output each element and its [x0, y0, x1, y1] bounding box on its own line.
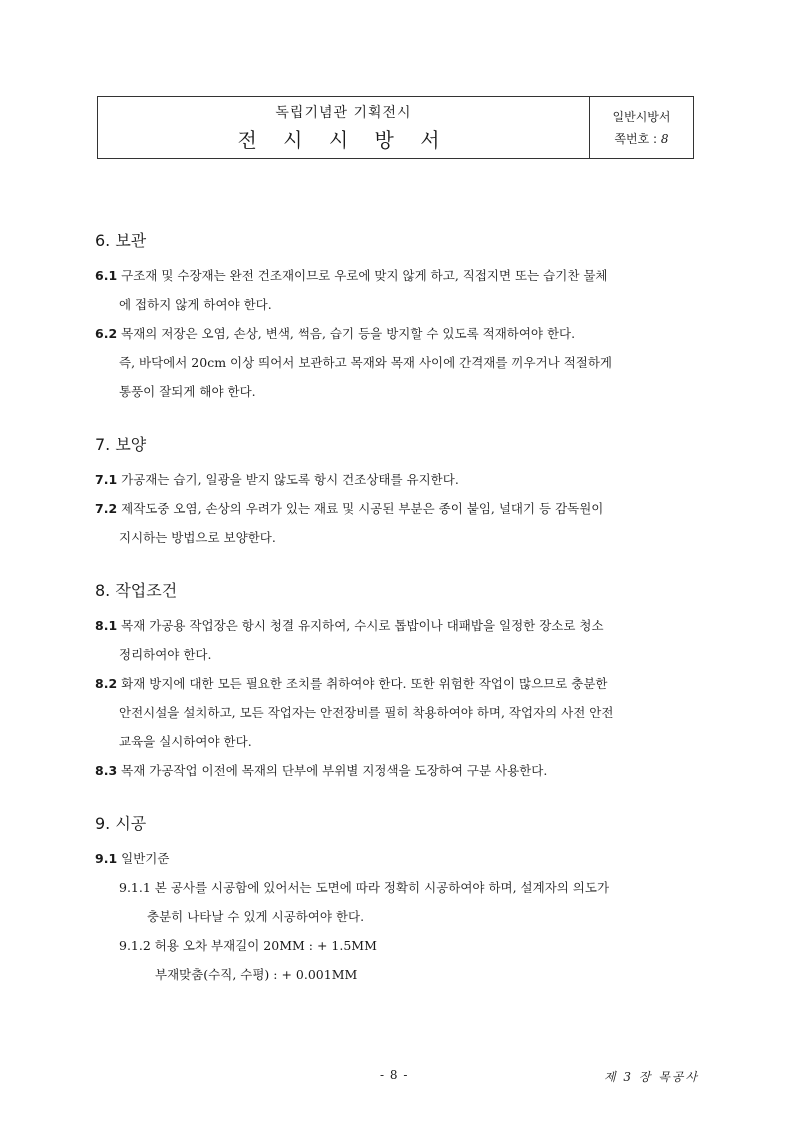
clause-text-continued: 충분히 나타날 수 있게 시공하여야 한다. — [147, 909, 365, 924]
footer-chapter: 제 3 장 목공사 — [603, 1070, 699, 1084]
doc-type: 일반시방서 — [612, 109, 671, 124]
clause-text-continued: 안전시설을 설치하고, 모든 작업자는 안전장비를 필히 착용하여야 하며, 작업자의 사전 안전 — [119, 705, 614, 720]
clause-8-1 — [95, 611, 700, 640]
clause-text-continued: 에 접하지 않게 하여야 한다. — [119, 297, 272, 312]
section-7 — [95, 432, 700, 552]
clause-text-continued: 통풍이 잘되게 해야 한다. — [119, 384, 256, 399]
clause-text: 제작도중 오염, 손상의 우려가 있는 재료 및 시공된 부분은 종이 붙임, 널대기 등 감독원이 — [121, 501, 604, 516]
header-info-block — [590, 97, 693, 158]
clause-text-continued: 지시하는 방법으로 보양한다. — [119, 530, 276, 545]
clause-text: 목재의 저장은 오염, 손상, 변색, 썩음, 습기 등을 방지할 수 있도록 적재하여야 한다. — [121, 326, 576, 341]
clause-number: 6.2 — [95, 326, 118, 341]
section-heading: 8. 작업조건 — [95, 581, 178, 600]
clause-number: 8.1 — [95, 618, 118, 633]
clause-6-1 — [95, 261, 700, 290]
header-title: 전 시 시 방 서 — [237, 128, 450, 152]
section-heading: 9. 시공 — [95, 814, 147, 833]
section-8 — [95, 578, 700, 785]
footer-page-number: - 8 - — [380, 1068, 409, 1082]
clause-8-3 — [95, 756, 700, 785]
page-number-row — [614, 128, 668, 150]
clause-6-2 — [95, 319, 700, 348]
clause-9-1 — [95, 844, 700, 873]
page-number-label: 쪽번호 : — [614, 131, 658, 146]
clause-text: 가공재는 습기, 일광을 받지 않도록 항시 건조상태를 유지한다. — [121, 472, 459, 487]
clause-text: 목재 가공용 작업장은 항시 청결 유지하여, 수시로 톱밥이나 대패밥을 일정한 장소로 청소 — [121, 618, 604, 633]
section-9 — [95, 811, 700, 989]
section-heading: 6. 보관 — [95, 231, 147, 250]
clause-number: 8.3 — [95, 763, 118, 778]
clause-text-continued: 교육을 실시하여야 한다. — [119, 734, 252, 749]
clause-text: 구조재 및 수장재는 완전 건조재이므로 우로에 맞지 않게 하고, 직접지면 또는 습기찬 물체 — [121, 268, 608, 283]
section-heading: 7. 보양 — [95, 435, 147, 454]
clause-text: 목재 가공작업 이전에 목재의 단부에 부위별 지정색을 도장하여 구분 사용한다. — [121, 763, 548, 778]
document-body — [95, 228, 700, 1015]
clause-number: 9.1 — [95, 851, 118, 866]
clause-text-continued: 부재맞춤(수직, 수평) : + 0.001MM — [155, 967, 358, 982]
clause-number: 7.2 — [95, 501, 118, 516]
clause-text-continued: 즉, 바닥에서 20cm 이상 띄어서 보관하고 목재와 목재 사이에 간격재를 끼우거나 적절하게 — [119, 355, 612, 370]
document-header — [97, 96, 694, 159]
clause-text: 일반기준 — [121, 851, 170, 866]
clause-number: 6.1 — [95, 268, 118, 283]
clause-9-1-1: 9.1.1 본 공사를 시공함에 있어서는 도면에 따라 정확히 시공하여야 하며, 설계자의 의도가 — [119, 880, 610, 895]
clause-number: 7.1 — [95, 472, 118, 487]
clause-text-continued: 정리하여야 한다. — [119, 647, 212, 662]
header-title-block — [98, 97, 590, 158]
header-subtitle: 독립기념관 기획전시 — [275, 105, 412, 121]
clause-7-1 — [95, 465, 700, 494]
clause-9-1-2: 9.1.2 허용 오차 부재길이 20MM : + 1.5MM — [119, 938, 377, 953]
clause-number: 8.2 — [95, 676, 118, 691]
section-6 — [95, 228, 700, 406]
clause-text: 화재 방지에 대한 모든 필요한 조치를 취하여야 한다. 또한 위험한 작업이 많으므로 충분한 — [121, 676, 608, 691]
clause-8-2 — [95, 669, 700, 698]
page-number-value: 8 — [660, 131, 669, 146]
clause-7-2 — [95, 494, 700, 523]
